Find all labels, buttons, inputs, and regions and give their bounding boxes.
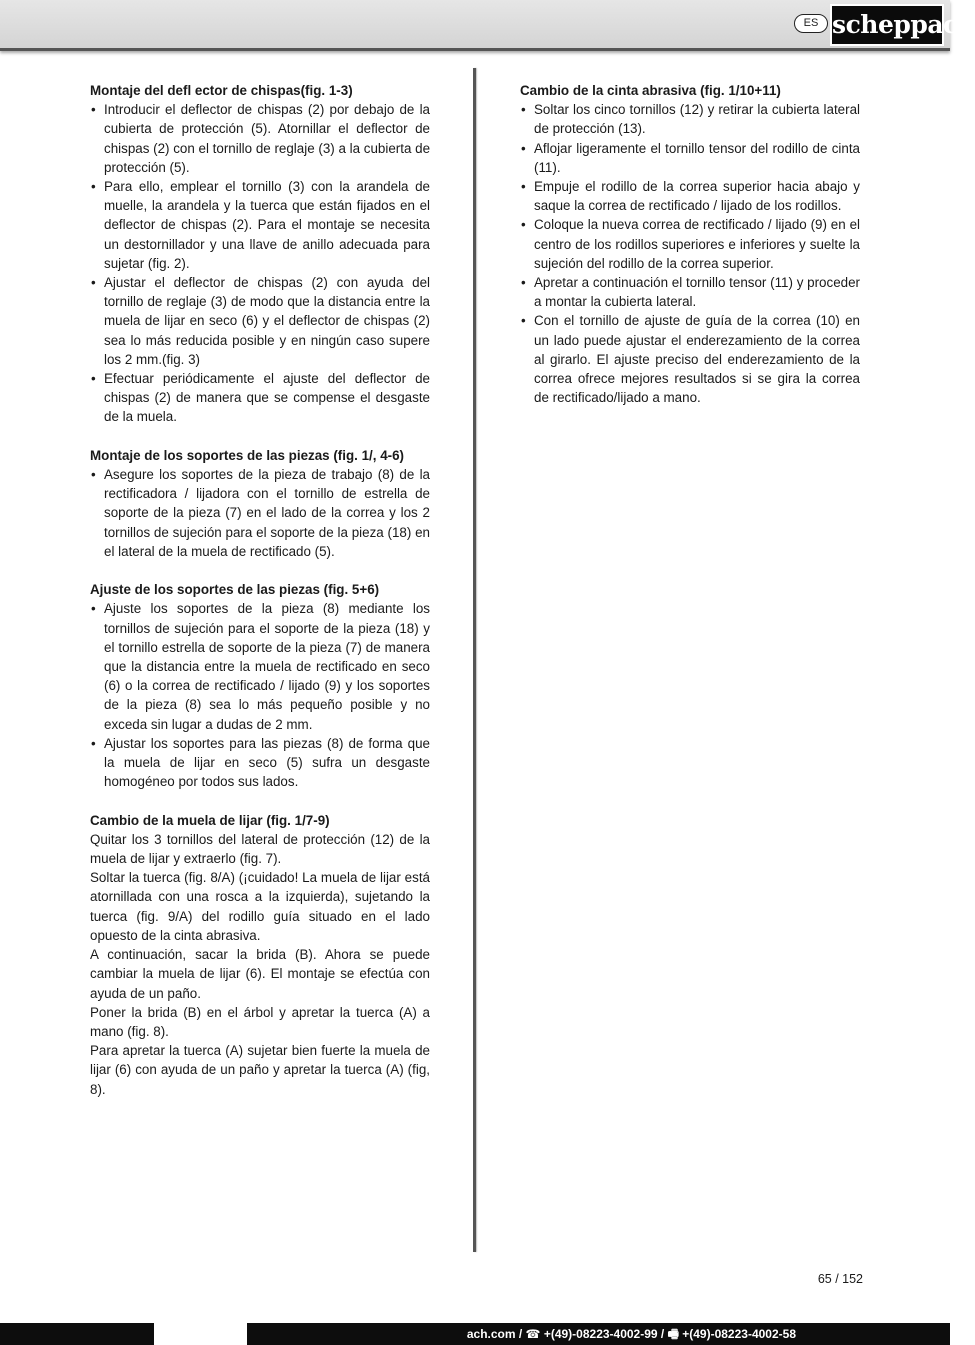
paragraph: Soltar la tuerca (fig. 8/A) (¡cuidado! La muela de lijar está atornillada con una rosca a la izquierda), sujetando la tuerca (fig. 9/A) del rodillo guía situado en el lado opuesto de la cinta abrasiva.: [90, 870, 430, 943]
paragraph: Poner la brida (B) en el árbol y apretar la tuerca (A) a mano (fig. 8).: [90, 1004, 430, 1039]
section-title: Cambio de la cinta abrasiva (fig. 1/10+11): [520, 83, 781, 98]
section-grinding-wheel-change: [90, 811, 430, 1099]
bullet-list: [90, 599, 430, 791]
list-item: • Para ello, emplear el tornillo (3) con la arandela de muelle, la arandela y la tuerca que están fijados en el deflector de chispas (2). Para el montaje se necesita un destornillador y una llave de anillo adecuada para sujetar (fig. 2).: [90, 177, 430, 273]
header-bar: [0, 0, 975, 51]
list-item: • Ajustar el deflector de chispas (2) con ayuda del tornillo de reglaje (3) de modo que la distancia entre la muela de lijar en seco (6) y el deflector de chispas (2) sea lo más reducida posible y en ningún caso supere los 2 mm.(fig. 3): [90, 273, 430, 369]
brand-logo: scheppach: [830, 4, 944, 46]
right-column: [520, 81, 860, 427]
footer-white-block: [154, 1323, 247, 1345]
list-item: • Aflojar ligeramente el tornillo tensor del rodillo de cinta (11).: [520, 139, 860, 177]
bullet-list: [90, 465, 430, 561]
section-title: Cambio de la muela de lijar (fig. 1/7-9): [90, 812, 330, 828]
paragraph: Quitar los 3 tornillos del lateral de protección (12) de la muela de lijar y extraerlo (fig. 7).: [90, 831, 430, 867]
list-item: • Asegure los soportes de la pieza de trabajo (8) de la rectificadora / lijadora con el tornillo de estrella de soporte de la pieza (7) en el lado de la correa y los 2 tornillos de sujeción para el soporte de la pieza (18) en el lateral de la muela de rectificado (5).: [90, 465, 430, 561]
section-workpiece-supports-adjustment: [90, 580, 430, 791]
bullet-list: [520, 100, 860, 407]
left-column: [90, 81, 430, 1118]
list-item: • Introducir el deflector de chispas (2) por debajo de la cubierta de protección (5). Atornillar el deflector de chispas (2) con el tornillo de reglaje (3) a la cubierta de protección (5).: [90, 100, 430, 177]
section-deflector: [90, 81, 430, 427]
list-item: • Con el tornillo de ajuste de guía de la correa (10) en un lado puede ajustar el enderezamiento de la correa al girarlo. El ajuste preciso del enderezamiento de la correa ofrece mejores resultados si se gira la correa de rectificado/lijado a mano.: [520, 311, 860, 407]
section-belt-change: [520, 81, 860, 407]
list-item: • Empuje el rodillo de la correa superior hacia abajo y saque la correa de rectificado / lijado de los rodillos.: [520, 177, 860, 215]
column-divider: [473, 68, 476, 1252]
list-item: • Ajuste los soportes de la pieza (8) mediante los tornillos de sujeción para el soporte de la pieza (18) y el tornillo estrella de soporte de la pieza (7) de manera que la distancia entre la muela de rectificado en seco (6) o la correa de rectificado / lijado (9) y los soportes de la pieza (8) sea lo más pequeño posible y no exceda sin lugar a dudas de 2 mm.: [90, 599, 430, 733]
language-badge: ES: [794, 14, 828, 33]
page-number: 65 / 152: [817, 1272, 863, 1286]
footer-bar: [0, 1323, 950, 1345]
list-item: • Coloque la nueva correa de rectificado / lijado (9) en el centro de los rodillos superiores e inferiores y suelte la sujeción del rodillo de la correa superior.: [520, 215, 860, 273]
section-title: Ajuste de los soportes de las piezas (fig. 5+6): [90, 582, 380, 598]
section-title: Montaje de los soportes de las piezas (fig. 1/, 4-6): [90, 447, 405, 463]
paragraph: A continuación, sacar la brida (B). Ahora se puede cambiar la muela de lijar (6). El montaje se efectúa con ayuda de un paño.: [90, 947, 430, 1001]
list-item: • Efectuar periódicamente el ajuste del deflector de chispas (2) de manera que se compense el desgaste de la muela.: [90, 369, 430, 427]
list-item: • Soltar los cinco tornillos (12) y retirar la cubierta lateral de protección (13).: [520, 100, 860, 138]
list-item: • Apretar a continuación el tornillo tensor (11) y proceder a montar la cubierta lateral.: [520, 273, 860, 311]
section-workpiece-supports-mounting: [90, 446, 430, 561]
footer-contact: ach.com / ☎ +(49)-08223-4002-99 / 🖷 +(49)-08223-4002-58: [466, 1327, 796, 1341]
bullet-list: [90, 100, 430, 426]
section-title: Montaje del defl ector de chispas(fig. 1-3): [90, 83, 353, 98]
paragraph: Para apretar la tuerca (A) sujetar bien fuerte la muela de lijar (6) con ayuda de un paño y apretar la tuerca (A) (fig, 8).: [90, 1043, 430, 1097]
list-item: • Ajustar los soportes para las piezas (8) de forma que la muela de lijar en seco (5) sufra un desgaste homogéneo por todos sus lados.: [90, 734, 430, 792]
